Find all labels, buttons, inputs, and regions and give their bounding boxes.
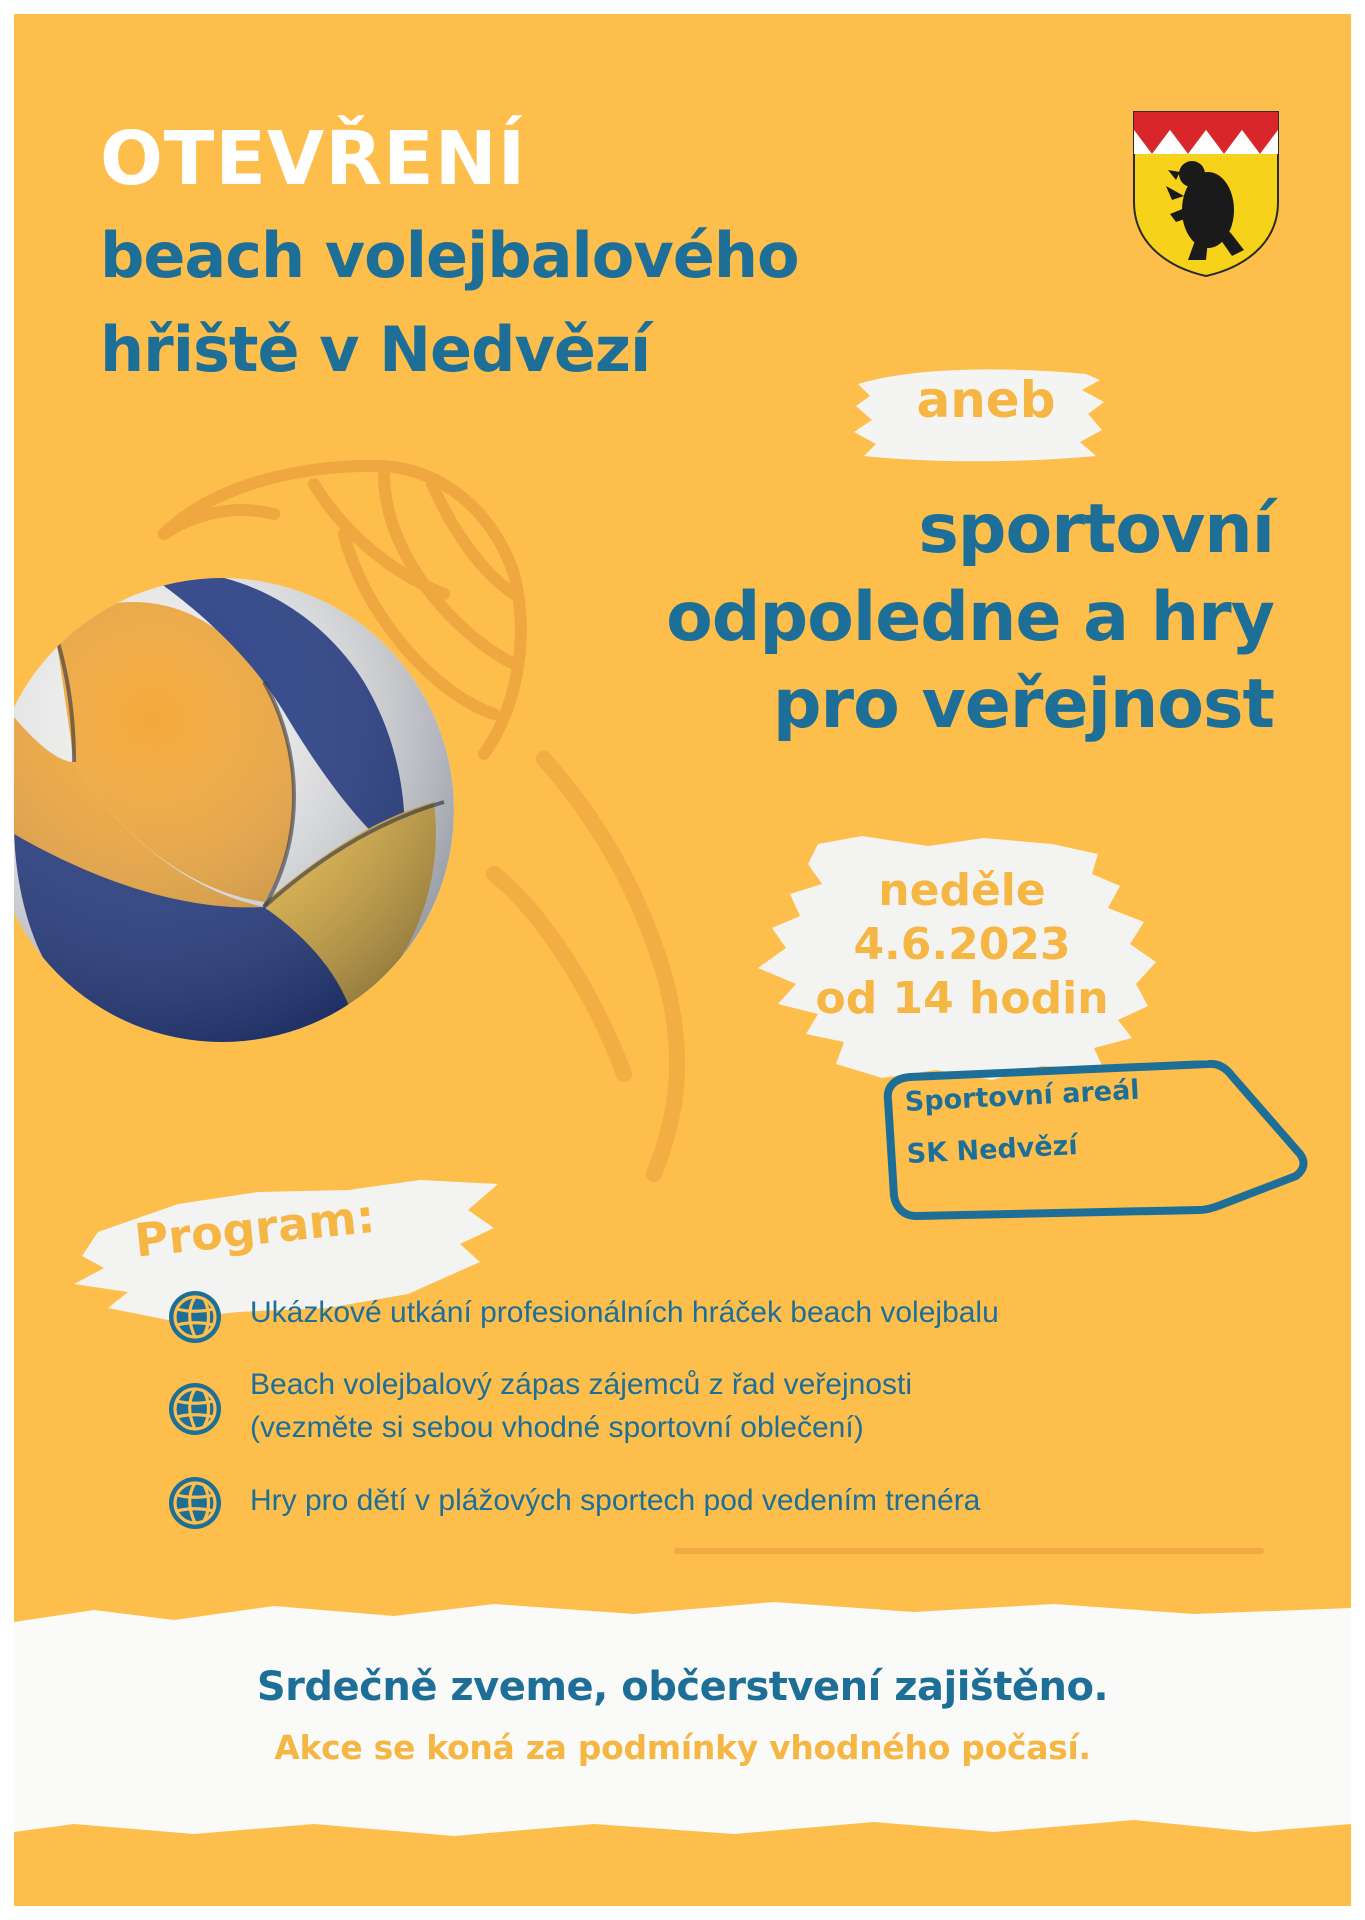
footer-invitation: Srdečně zveme, občerstvení zajištěno.	[256, 1664, 1109, 1710]
divider	[674, 1548, 1264, 1554]
volleyball-icon	[166, 1288, 224, 1346]
event-day: neděle	[878, 865, 1046, 916]
program-item-2-note: (vezměte si sebou vhodné sportovní oblečení)	[250, 1411, 864, 1444]
volleyball-icon	[166, 1380, 224, 1438]
footer-weather-note: Akce se koná za podmínky vhodného počasí.	[274, 1728, 1091, 1767]
heading-line-3: hřiště v Nedvězí	[100, 313, 651, 386]
event-time: od 14 hodin	[815, 973, 1109, 1024]
coat-of-arms	[1132, 110, 1280, 278]
subheading-line-1: sportovní	[918, 490, 1274, 569]
venue-line-2: SK Nedvězí	[906, 1130, 1079, 1170]
poster	[14, 14, 1351, 1906]
program-item-1: Ukázkové utkání profesionálních hráček beach volejbalu	[250, 1296, 999, 1329]
heading-line-2: beach volejbalového	[100, 219, 799, 292]
program-item-3: Hry pro dětí v plážových sportech pod vedením trenéra	[250, 1484, 981, 1517]
heading-line-1: OTEVŘENÍ	[100, 116, 527, 202]
footer-brush-band	[14, 1592, 1351, 1842]
program-label: Program:	[132, 1188, 378, 1268]
venue-line-1: Sportovní areál	[904, 1074, 1141, 1118]
aneb-label: aneb	[916, 371, 1056, 429]
program-item-2: Beach volejbalový zápas zájemců z řad veřejnosti	[250, 1368, 913, 1401]
volleyball-icon	[166, 1474, 224, 1532]
subheading-line-3: pro veřejnost	[772, 665, 1274, 744]
volleyball-photo	[14, 562, 454, 1062]
subheading-line-2: odpoledne a hry	[666, 578, 1274, 657]
event-date: 4.6.2023	[853, 919, 1071, 970]
